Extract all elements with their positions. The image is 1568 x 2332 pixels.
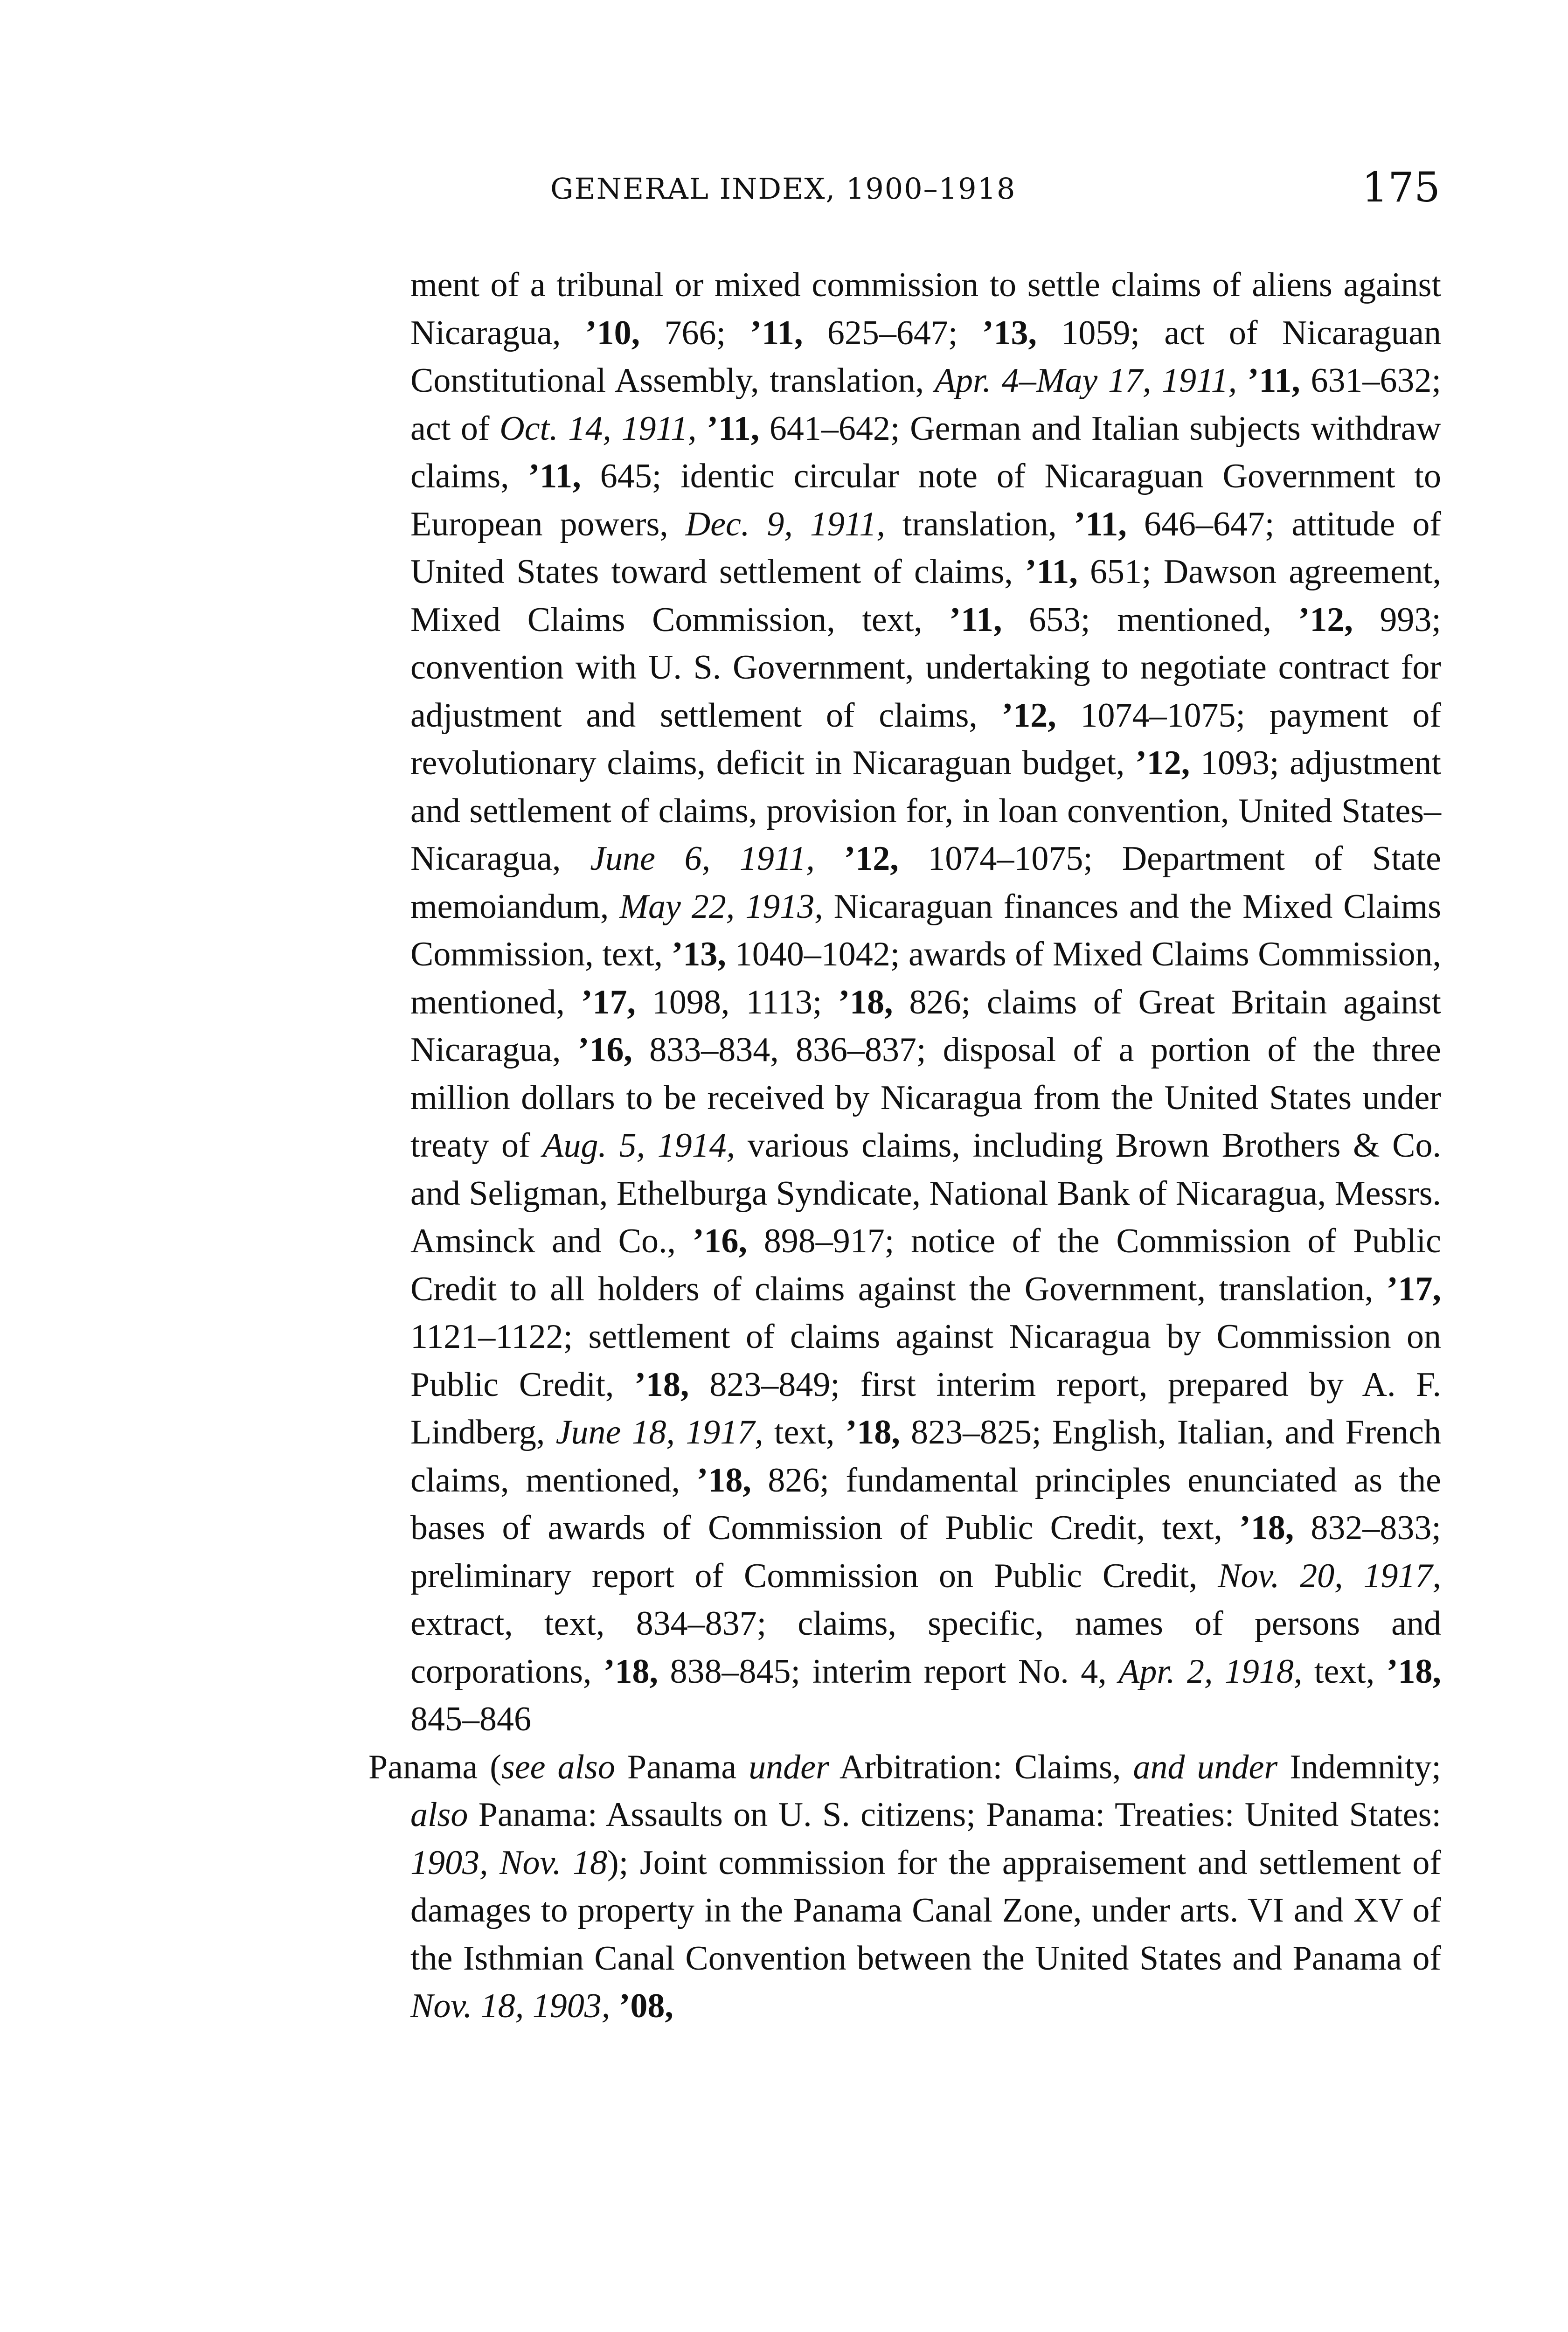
entry-text-segment: ’18, (696, 1461, 751, 1499)
entry-text-segment: 625–647; (803, 313, 982, 352)
entry-text-segment: ’11, (1074, 505, 1127, 543)
entry-text-segment (1237, 361, 1248, 400)
entry-text-segment: ’12, (1001, 696, 1056, 735)
entry-text-segment: 826; fundamental principles enunciated as the bases of awards of Commission of Public Credit, text, (410, 1461, 1441, 1547)
entry-text-segment: 833–834, 836–837; disposal of a portion of the three million dollars to be received by Nicaragua from the United States under treaty of (410, 1031, 1441, 1165)
entry-text-segment (815, 840, 844, 878)
page-number: 175 (1362, 163, 1440, 211)
entry-text-segment: Nov. 18, 1903, (410, 1987, 611, 2025)
entry-text-segment: Nicaraguan finances and the Mixed Claims Commission, text, (410, 887, 1441, 973)
entry-text-segment (610, 1987, 619, 2025)
entry-text-segment: 823–825; English, Italian, and French claims, mentioned, (410, 1413, 1441, 1499)
entry-text-segment: Panama ( (368, 1748, 501, 1786)
entry-text-segment: 645; identic circular note of Nicaraguan Government to European powers, (410, 457, 1441, 543)
entry-text-segment: ment of a tribunal or mixed commission to settle claims of aliens against Nicaragua, (410, 266, 1441, 352)
entry-text-segment: see also (501, 1748, 615, 1786)
entry-text-segment: ’16, (692, 1222, 747, 1260)
running-title: GENERAL INDEX, 1900–1918 (550, 172, 1016, 206)
entry-text-segment: Apr. 2, 1918, (1118, 1652, 1303, 1691)
entry-text-segment: 1903, Nov. 18 (410, 1843, 608, 1882)
entry-text-segment: translation, (885, 505, 1074, 543)
entry-text-segment: ’11, (1247, 361, 1300, 400)
entry-text-segment: various claims, including Brown Brothers & Co. and Seligman, Ethelburga Syndicate, National Bank of Nicaragua, Messrs. Amsinck and Co., (410, 1126, 1442, 1260)
entry-text-segment: 993; convention with U. S. Government, undertaking to negotiate contract for adjustment and settlement of claims, (410, 600, 1441, 735)
entry-text-segment: 1098, 1113; (635, 983, 839, 1021)
entry-text-segment: Arbitration: Claims, (829, 1748, 1133, 1786)
entry-text-segment: ’18, (634, 1365, 689, 1404)
entry-text-segment (697, 409, 707, 448)
entry-text-segment: ’12, (844, 840, 899, 878)
entry-text-segment: 1059; act of Nicaraguan Constitutional Assembly, translation, (410, 313, 1442, 400)
entry-text-segment: ’10, (585, 313, 640, 352)
entry-text-segment: Panama (615, 1748, 749, 1786)
entry-text-segment: 651; Dawson agreement, Mixed Claims Commission, text, (410, 553, 1441, 639)
entry-text-segment: ’18, (1386, 1652, 1441, 1691)
entry-text-segment: 1121–1122; settlement of claims against Nicaragua by Commission on Public Credit, (410, 1318, 1441, 1404)
entry-text-segment: ’16, (577, 1031, 632, 1069)
entry-text-segment: Indemnity; (1277, 1748, 1441, 1786)
entry-text-segment: also (410, 1796, 468, 1834)
entry-text-segment: Nov. 20, 1917, (1218, 1556, 1441, 1595)
page-header (0, 163, 1568, 219)
entry-text-segment: ’11, (528, 457, 581, 495)
entry-text-segment: Aug. 5, 1914, (542, 1126, 735, 1165)
entry-text-segment: ’11, (1025, 553, 1078, 591)
entry-text-segment: ’18, (845, 1413, 900, 1451)
entry-text-segment: ’18, (603, 1652, 659, 1691)
entry-text-segment: May 22, 1913, (619, 887, 823, 926)
index-entry-nicaragua-claims-continued (368, 261, 1441, 1743)
entry-text-segment: ’11, (707, 409, 760, 448)
entry-text-segment: ’17, (581, 983, 636, 1021)
entry-text-segment: ’13, (982, 313, 1037, 352)
entry-text-segment: ’17, (1386, 1270, 1441, 1308)
entry-text-segment: 653; mentioned, (1002, 600, 1298, 639)
entry-text-segment: Dec. 9, 1911, (685, 505, 885, 543)
entry-text-segment: ’08, (618, 1987, 673, 2025)
entry-text-segment: 1040–1042; awards of Mixed Claims Commission, mentioned, (410, 935, 1441, 1021)
entry-text-segment: and under (1133, 1748, 1278, 1786)
entry-text-segment: 1074–1075; payment of revolutionary claims, deficit in Nicaraguan budget, (410, 696, 1442, 782)
entry-text-segment: Panama: Assaults on U. S. citizens; Panama: Treaties: United States: (468, 1796, 1441, 1834)
entry-text-segment: 766; (640, 313, 750, 352)
entry-text-segment: 826; claims of Great Britain against Nicaragua, (410, 983, 1441, 1069)
entry-text-segment: ’18, (1239, 1509, 1294, 1547)
entry-text-segment: 641–642; German and Italian subjects withdraw claims, (410, 409, 1441, 495)
entry-text-segment: ’11, (750, 313, 803, 352)
entry-text-segment: extract, text, 834–837; claims, specific, names of persons and corporations, (410, 1604, 1441, 1691)
entry-text-segment: June 18, 1917, (555, 1413, 763, 1451)
entry-text-segment: 631–632; act of (410, 361, 1442, 448)
entry-text-segment: text, (763, 1413, 846, 1451)
entry-text-segment: text, (1302, 1652, 1387, 1691)
index-body (368, 261, 1441, 2030)
entry-text-segment: 838–845; interim report No. 4, (658, 1652, 1119, 1691)
entry-text-segment: 1074–1075; Department of State memoiandum, (410, 840, 1442, 926)
entry-text-segment: 646–647; attitude of United States toward settlement of claims, (410, 505, 1441, 591)
entry-text-segment: ’12, (1135, 744, 1190, 782)
index-entry-panama (368, 1743, 1441, 2030)
entry-text-segment: ’12, (1298, 600, 1353, 639)
entry-text-segment: Oct. 14, 1911, (500, 409, 697, 448)
entry-text-segment: 845–846 (410, 1700, 531, 1738)
entry-text-segment: ’13, (671, 935, 726, 973)
entry-text-segment: ’11, (949, 600, 1002, 639)
entry-text-segment: under (749, 1748, 829, 1786)
entry-text-segment: 823–849; first interim report, prepared by A. F. Lindberg, (410, 1365, 1441, 1451)
entry-text-segment: 832–833; preliminary report of Commission on Public Credit, (410, 1509, 1441, 1595)
entry-text-segment: 898–917; notice of the Commission of Public Credit to all holders of claims against the Government, translation, (410, 1222, 1441, 1308)
entry-text-segment: ’18, (838, 983, 893, 1021)
entry-text-segment: ); Joint commission for the appraisement and settlement of damages to property in the Panama Canal Zone, under arts. VI and XV of the Isthmian Canal Convention between the United States and Panama of (410, 1843, 1441, 1978)
entry-text-segment: 1093; adjustment and settlement of claims, provision for, in loan convention, United States–Nicaragua, (410, 744, 1441, 878)
entry-text-segment: June 6, 1911, (590, 840, 815, 878)
entry-text-segment: Apr. 4–May 17, 1911, (934, 361, 1237, 400)
